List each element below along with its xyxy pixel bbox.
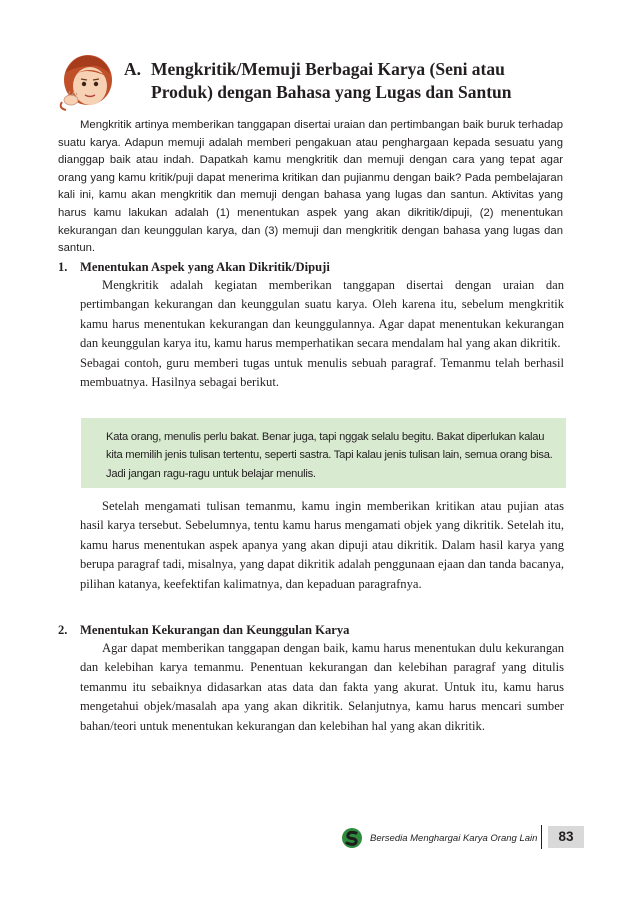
after-quote-section xyxy=(80,497,564,594)
subsection-2-paragraph-1: Agar dapat memberikan tanggapan dengan baik, kamu harus menentukan dulu kekurangan dan kelebihan karya temanmu. Penentuan kekurangan dan kelebihan paragraf yang ditulis temanmu itu sebaiknya didasarkan atas data dan fakta yang akurat. Untuk itu, kamu harus mengetahui objek/masalah apa yang akan dikritik. Selanjutnya, kamu harus mencari sumber bahan/teori untuk menentukan kekurangan dan kelebihan hal yang akan dikritik. xyxy=(80,641,564,733)
subsection-1-number: 1. xyxy=(58,260,68,274)
subsection-1-body xyxy=(80,276,564,392)
subsection-2-heading-text: Menentukan Kekurangan dan Keunggulan Karya xyxy=(80,623,350,637)
subsection-1-heading xyxy=(58,258,568,276)
section-letter: A. xyxy=(124,59,142,79)
subsection-2-number: 2. xyxy=(58,623,68,637)
section-title-text: Mengkritik/Memuji Berbagai Karya (Seni atau Produk) dengan Bahasa yang Lugas dan Santun xyxy=(151,59,512,102)
subsection-1-heading-text: Menentukan Aspek yang Akan Dikritik/Dipuji xyxy=(80,260,330,274)
intro-text: Mengkritik artinya memberikan tanggapan disertai uraian dan pertimbangan baik buruk terhadap suatu karya. Adapun memuji adalah memberi pengakuan atau penghargaan kepada sesuatu yang dianggap baik atau indah. Dapatkah kamu mengkritik dan memuji dengan cara yang tepat agar orang yang kamu kritik/puji dapat menerima kritikan dan pujianmu dengan baik? Pada pembelajaran kali ini, kamu akan mengkritik dan memuji dengan bahasa yang lugas dan santun. Aktivitas yang harus kamu lakukan adalah (1) menentukan aspek yang akan dikritik/dipuji, (2) menentukan kekurangan dan keunggulan karya, dan (3) memuji dan mengkritik dengan bahasa yang lugas dan santun. xyxy=(58,119,563,255)
subsection-2-body xyxy=(80,639,564,736)
after-quote-paragraph: Setelah mengamati tulisan temanmu, kamu ingin memberikan kritikan atau pujian atas hasil karya tersebut. Sebelumnya, tentu kamu harus mengamati objek yang dikritik. Setelah itu, kamu harus menentukan aspek apanya yang akan dipuji atau dikritik. Dalam hasil karya yang berupa paragraf tadi, misalnya, yang dapat dikritik adalah penggunaan ejaan dan tanda bacanya, pilihan katanya, keefektifan kalimatnya, dan kepaduan paragrafnya. xyxy=(80,499,564,591)
subsection-1-paragraph-1: Mengkritik adalah kegiatan memberikan tanggapan disertai dengan uraian dan pertimbangan kekurangan dan keunggulan suatu karya. Oleh karena itu, sebelum mengkritik kamu harus menentukan kekurangan dan keunggulannya. Agar dapat menentukan kekurangan dan keunggulan karya itu, kamu harus memperhatikan secara mendalam hal yang akan dikritik. xyxy=(80,278,564,351)
intro-paragraph xyxy=(58,117,563,258)
quote-box xyxy=(81,418,566,488)
section-title xyxy=(124,58,564,104)
s-logo-icon xyxy=(341,827,363,849)
quote-text: Kata orang, menulis perlu bakat. Benar juga, tapi nggak selalu begitu. Bakat diperlukan kalau kita memilih jenis tulisan tertentu, seperti sastra. Tapi kalau jenis tulisan lain, semua orang bisa. Jadi jangan ragu-ragu untuk belajar menulis. xyxy=(106,431,553,480)
subsection-1 xyxy=(58,258,568,392)
subsection-1-paragraph-2: Sebagai contoh, guru memberi tugas untuk menulis sebuah paragraf. Temanmu telah berhasil membuatnya. Hasilnya sebagai berikut. xyxy=(80,355,564,390)
page-number: 83 xyxy=(548,826,584,848)
subsection-2-heading xyxy=(58,621,568,639)
footer-divider xyxy=(541,825,542,849)
footer-title: Bersedia Menghargai Karya Orang Lain xyxy=(370,833,538,844)
thinking-girl-icon xyxy=(54,50,116,112)
subsection-2 xyxy=(58,621,568,736)
